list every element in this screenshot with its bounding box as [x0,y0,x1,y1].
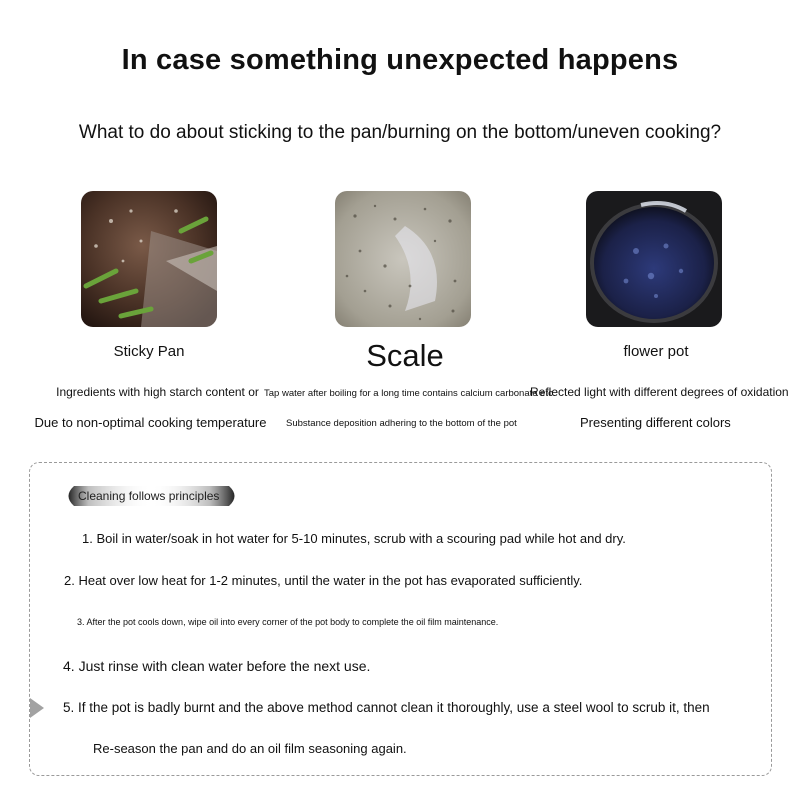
scale-desc-line1: Tap water after boiling for a long time contains calcium carbonate etc. [264,388,556,399]
cleaning-step-4: 4. Just rinse with clean water before the next use. [63,658,371,674]
flower-pot-image [586,191,722,327]
problem-name-scale: Scale [366,338,444,373]
cleaning-step-2: 2. Heat over low heat for 1-2 minutes, until the water in the pot has evaporated sufficiently. [64,573,583,588]
sticky-pan-desc-line1: Ingredients with high starch content or [56,385,259,399]
cleaning-step-5-continued: Re-season the pan and do an oil film seasoning again. [93,741,407,756]
sticky-pan-image [81,191,217,327]
sticky-pan-desc-line2: Due to non-optimal cooking temperature [34,415,267,430]
cleaning-heading: Cleaning follows principles [78,489,220,503]
page-title: In case something unexpected happens [121,44,679,76]
flower-pot-desc-line2: Presenting different colors [580,415,731,430]
problem-name-sticky-pan: Sticky Pan [113,343,185,360]
scale-desc-line2: Substance deposition adhering to the bottom of the pot [286,418,517,429]
scale-image [335,191,471,327]
cleaning-step-1: 1. Boil in water/soak in hot water for 5-10 minutes, scrub with a scouring pad while hot and dry. [82,531,626,546]
cleaning-step-5: 5. If the pot is badly burnt and the above method cannot clean it thoroughly, use a steel wool to scrub it, then [63,700,710,715]
cleaning-step-3: 3. After the pot cools down, wipe oil into every corner of the pot body to complete the oil film maintenance. [77,617,499,627]
problem-name-flower-pot: flower pot [623,343,689,360]
arrow-right-icon [28,696,46,720]
flower-pot-desc-line1: Reflected light with different degrees of oxidation [530,385,789,399]
page-subtitle: What to do about sticking to the pan/burning on the bottom/uneven cooking? [78,122,722,143]
